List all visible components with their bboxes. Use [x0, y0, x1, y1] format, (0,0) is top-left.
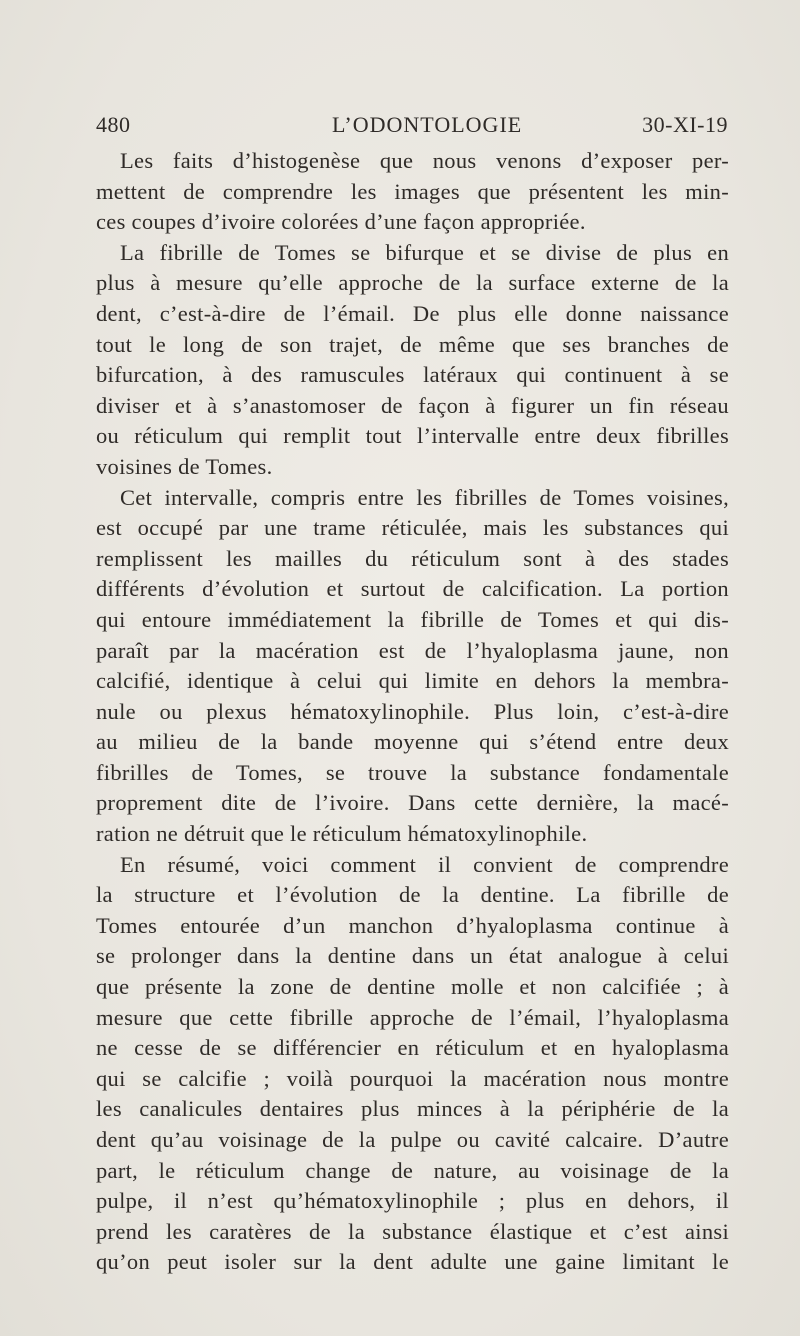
text-line: Cet intervalle, compris entre les fibrilles de Tomes voisines, — [120, 484, 729, 510]
body-text — [96, 146, 729, 1278]
text-line: diviser et à s’anastomoser de façon à figurer un fin réseau — [96, 392, 729, 418]
text-line: Tomes entourée d’un manchon d’hyaloplasma continue à — [96, 912, 729, 938]
text-line: calcifié, identique à celui qui limite en dehors la membra- — [96, 668, 729, 694]
text-line: la structure et l’évolution de la dentine. La fibrille de — [96, 882, 729, 908]
text-line: différents d’évolution et surtout de calcification. La portion — [96, 576, 729, 602]
text-line: qui entoure immédiatement la fibrille de Tomes et qui dis- — [96, 606, 729, 632]
text-line: proprement dite de l’ivoire. Dans cette dernière, la macé- — [96, 790, 729, 816]
issue-date: 30-XI-19 — [642, 112, 728, 137]
running-header — [96, 112, 728, 142]
text-line: voisines de Tomes. — [96, 453, 273, 479]
running-title: L’ODONTOLOGIE — [332, 112, 523, 137]
page-number: 480 — [96, 112, 131, 137]
text-line: tout le long de son trajet, de même que ses branches de — [96, 331, 729, 357]
text-line: mesure que cette fibrille approche de l’émail, l’hyaloplasma — [96, 1004, 729, 1030]
text-line: ces coupes d’ivoire colorées d’une façon appropriée. — [96, 209, 586, 235]
text-line: bifurcation, à des ramuscules latéraux qui continuent à se — [96, 362, 729, 388]
text-line: est occupé par une trame réticulée, mais les substances qui — [96, 515, 729, 541]
text-line: ration ne détruit que le réticulum hématoxylinophile. — [96, 821, 588, 847]
text-line: dent qu’au voisinage de la pulpe ou cavité calcaire. D’autre — [96, 1127, 729, 1152]
text-line: les canalicules dentaires plus minces à la périphérie de la — [96, 1096, 729, 1122]
text-line: nule ou plexus hématoxylinophile. Plus loin, c’est-à-dire — [96, 698, 729, 724]
text-line: qui se calcifie ; voilà pourquoi la macération nous montre — [96, 1065, 729, 1091]
text-line: que présente la zone de dentine molle et non calcifiée ; à — [96, 974, 729, 1000]
text-line: plus à mesure qu’elle approche de la surface externe de la — [96, 270, 729, 296]
text-line: pulpe, il n’est qu’hématoxylinophile ; plus en dehors, il — [96, 1188, 729, 1214]
text-line: dent, c’est-à-dire de l’émail. De plus elle donne naissance — [96, 300, 729, 326]
text-line: ou réticulum qui remplit tout l’intervalle entre deux fibrilles — [96, 423, 729, 449]
text-line: au milieu de la bande moyenne qui s’étend entre deux — [96, 729, 729, 755]
text-line: mettent de comprendre les images que présentent les min- — [96, 178, 729, 204]
text-line: part, le réticulum change de nature, au voisinage de la — [96, 1157, 729, 1183]
text-line: Les faits d’histogenèse que nous venons d’exposer per- — [120, 148, 729, 173]
text-line: La fibrille de Tomes se bifurque et se divise de plus en — [120, 239, 729, 265]
text-line: paraît par la macération est de l’hyaloplasma jaune, non — [96, 637, 729, 663]
text-line: remplissent les mailles du réticulum sont à des stades — [96, 545, 729, 571]
text-line: fibrilles de Tomes, se trouve la substance fondamentale — [96, 759, 729, 785]
text-line: En résumé, voici comment il convient de comprendre — [120, 851, 729, 877]
text-line: ne cesse de se différencier en réticulum et en hyaloplasma — [96, 1035, 729, 1061]
text-line: prend les caratères de la substance élastique et c’est ainsi — [96, 1218, 729, 1244]
text-line: qu’on peut isoler sur la dent adulte une gaine limitant le — [96, 1249, 729, 1275]
text-line: se prolonger dans la dentine dans un état analogue à celui — [96, 943, 729, 969]
